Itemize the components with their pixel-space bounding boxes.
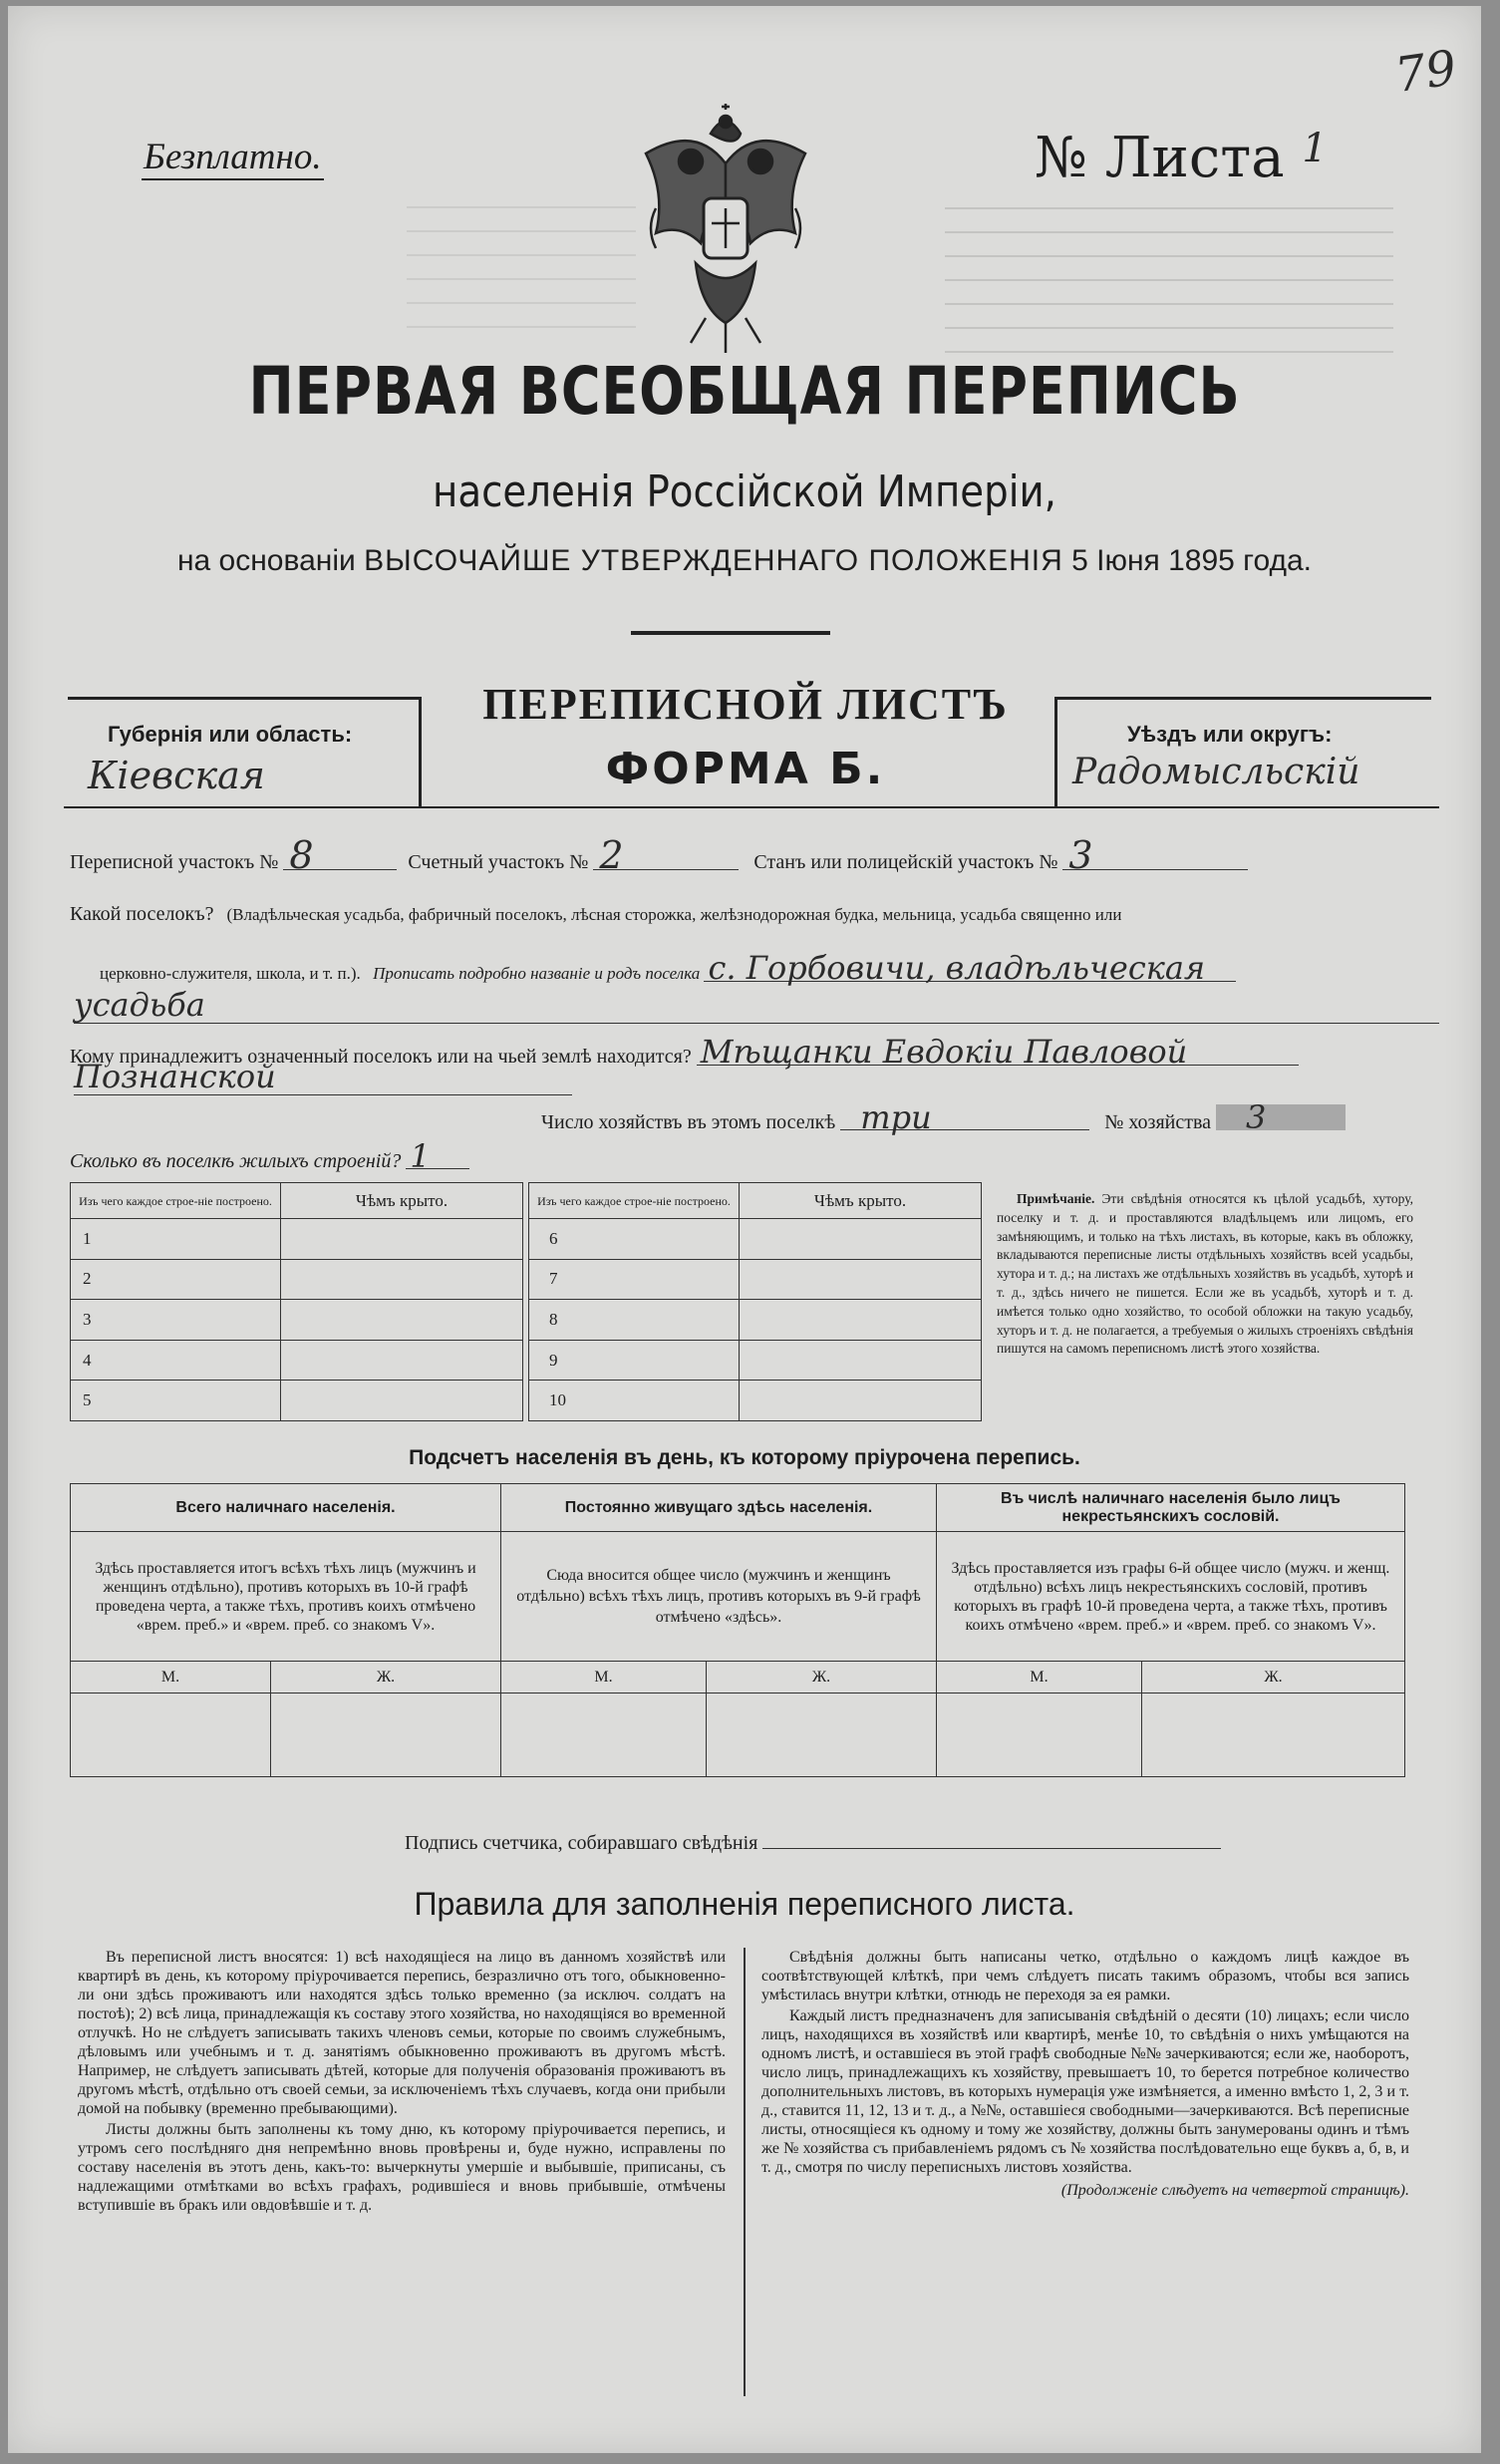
uchastok-label: Переписной участокъ № xyxy=(70,851,279,873)
uchastok-value: 8 xyxy=(283,841,397,870)
poselok-value-2: усадьба xyxy=(74,987,1439,1024)
poselok-hint: (Владѣльческая усадьба, фабричный поселокъ, лѣсная сторожка, желѣзнодорожная будка, мельница, усадьба священно или xyxy=(226,905,1122,924)
rules-column-divider xyxy=(744,1948,746,2396)
poselok-row-2 xyxy=(100,949,1445,987)
material-header: Изъ чего каждое строе-ніе построено. xyxy=(71,1183,281,1219)
buildings-row xyxy=(70,1137,469,1175)
basis-prefix: на основаніи xyxy=(176,544,356,577)
count-cell xyxy=(271,1694,501,1777)
basis-caps: ВЫСОЧАЙШЕ УТВЕРЖДЕННАГО ПОЛОЖЕНІЯ xyxy=(364,544,1063,577)
poselok-label: Какой поселокъ? xyxy=(70,903,214,925)
building-row-number: 1 xyxy=(71,1219,281,1260)
rules-left-paragraph-1: Въ переписной листъ вносятся: 1) всѣ находящіеся на лицо въ данномъ хозяйствѣ или квартирѣ въ день, къ которому пріурочивается перепись, безразлично отъ того, обыкновенно-ли они здѣсь проживаютъ или находятся здѣсь только временно (за исключ. солдатъ на постоѣ); 2) всѣ лица, принадлежащія къ составу этого хозяйства, но находящіяся во временной отлучкѣ. Но не слѣдуетъ записывать такихъ членовъ семьи, которые по своимъ служебнымъ, дѣловымъ или учебнымъ и т. д. занятіямъ обыкновенно проживаютъ въ другомъ мѣстѣ. Например, не слѣдуетъ записывать дѣтей, которые для полученія образованія проживаютъ въ другомъ мѣстѣ, отдѣльно отъ своей семьи, за исключеніемъ тѣхъ случаевъ, когда они прибыли домой на побывку (временно пребывающими). xyxy=(78,1949,726,2117)
bleed-through-text xyxy=(945,195,1393,375)
rules-right-column xyxy=(761,1948,1409,2200)
note-text: Эти свѣдѣнія относятся къ цѣлой усадьбѣ, хутору, поселку и т. д. и проставляются владѣльцемъ или лицомъ, его замѣняющимъ, и только на тѣхъ листахъ, въ которые, какъ въ обложку, вкладываются переписные листы отдѣльныхъ хозяйствъ всей усадьбы, хутора и т. д.; на листахъ же отдѣльныхъ хозяйствъ въ усадьбѣ, хуторѣ и т. д., здѣсь ничего не пишется. Если же въ усадьбѣ, хуторѣ и т. д. имѣется только одно хозяйство, то особой обложки на такую усадьбу, хуторъ и т. д. не полагается, а требуемыя о жилыхъ строеніяхъ свѣдѣнія пишутся на самомъ переписномъ листѣ этого хозяйства. xyxy=(997,1191,1413,1357)
census-subtitle: населенія Россійской Имперіи, xyxy=(433,466,1056,517)
male-header: М. xyxy=(501,1662,707,1694)
female-header: Ж. xyxy=(707,1662,937,1694)
basis-date: 5 Іюня 1895 года. xyxy=(1071,544,1313,577)
corner-number: 79 xyxy=(1391,40,1460,104)
sheet-number-value: 1 xyxy=(1302,126,1328,171)
buildings-table-left xyxy=(70,1182,523,1421)
female-header: Ж. xyxy=(1142,1662,1405,1694)
count-cell xyxy=(707,1694,937,1777)
uezd-box xyxy=(1054,697,1431,807)
form-type: ФОРМА Б. xyxy=(605,744,886,794)
building-row-number: 6 xyxy=(529,1219,740,1260)
roof-header: Чѣмъ крыто. xyxy=(281,1183,523,1219)
count-col1-head: Всего наличнаго населенія. xyxy=(71,1484,501,1532)
households-value: три xyxy=(840,1105,1089,1130)
poselok-value: с. Горбовичи, владѣльческая xyxy=(704,955,1236,982)
gubernia-value: Кіевская xyxy=(88,754,265,797)
roof-header: Чѣмъ крыто. xyxy=(740,1183,982,1219)
owner-label: Кому принадлежитъ означенный поселокъ или на чьей землѣ находится? xyxy=(70,1046,692,1068)
count-col3-head: Въ числѣ наличнаго населенія было лицъ некрестьянскихъ сословій. xyxy=(937,1484,1405,1532)
form-name: ПЕРЕПИСНОЙ ЛИСТЪ xyxy=(482,680,1009,729)
sheet-number-label: № Листа xyxy=(1035,126,1285,190)
female-header: Ж. xyxy=(271,1662,501,1694)
census-sheet xyxy=(8,6,1481,2453)
poselok-row xyxy=(70,903,1445,926)
count-col2-head: Постоянно живущаго здѣсь населенія. xyxy=(501,1484,937,1532)
buildings-note xyxy=(997,1190,1413,1359)
poselok-hint-italic: Прописать подробно названіе и родъ поселка xyxy=(373,964,701,983)
stan-value: 3 xyxy=(1062,841,1248,870)
rules-left-paragraph-2: Листы должны быть заполнены къ тому дню, къ которому пріурочивается перепись, и утромъ сего послѣдняго дня непремѣнно вновь провѣрены и, буде нужно, исправлены по составу населенія въ этотъ день, какъ-то: вычеркнуты умершіе и выбывшіе, приписаны, съ надлежащими отмѣтками во всѣхъ графахъ, родившіеся и вновь прибывшіе, отмѣчены вступившіе въ бракъ или овдовѣвшіе и т. д. xyxy=(78,2121,726,2214)
schetny-label: Счетный участокъ № xyxy=(408,851,589,873)
male-header: М. xyxy=(937,1662,1142,1694)
rules-right-paragraph-2: Каждый листъ предназначенъ для записыванія свѣдѣній о десяти (10) лицахъ; если число лицъ, находящихся въ хозяйствѣ или квартирѣ, менѣе 10, то свѣдѣнія о нихъ умѣщаются на одномъ листѣ, и оставшіеся въ этой графѣ свободные №№ зачеркиваются; если же, наоборотъ, число лицъ, принадлежащихъ къ хозяйству, превышаетъ 10, то берется потребное количество дополнительныхъ листовъ, въ которыхъ нумерація уже измѣняется, а именно вмѣсто 1, 2, 3 и т. д., ставится 11, 12, 13 и т. д., а №№, оставшіеся свободными—зачеркиваются. Всѣ переписные листы, относящіеся къ одному и тому же хозяйству, должны быть занумерованы одинъ и тѣмъ же № хозяйства съ прибавленіемъ рядомъ съ № хозяйства послѣдовательно еще буквъ а, б, в, и т. д., смотря по числу переписныхъ листовъ хозяйства. xyxy=(761,2007,1409,2176)
poselok-hint-2: церковно-служителя, школа, и т. п.). xyxy=(100,964,361,983)
households-row xyxy=(541,1098,1438,1136)
population-count-table xyxy=(70,1483,1405,1777)
header-rule xyxy=(64,806,1439,808)
title-divider xyxy=(631,631,830,635)
household-no-label: № хозяйства xyxy=(1104,1111,1212,1133)
schetny-value: 2 xyxy=(593,841,739,870)
sheet-number xyxy=(1035,126,1328,190)
gubernia-box xyxy=(68,697,422,807)
building-row-number: 8 xyxy=(529,1300,740,1341)
rules-left-column xyxy=(78,1948,726,2217)
building-row-number: 9 xyxy=(529,1340,740,1381)
uezd-value: Радомысльскій xyxy=(1072,752,1360,792)
gubernia-label: Губернія или область: xyxy=(108,722,353,747)
rules-continued: (Продолженіе слѣдуетъ на четвертой страницѣ). xyxy=(1060,2182,1409,2199)
building-row-number: 7 xyxy=(529,1259,740,1300)
building-row-number: 4 xyxy=(71,1340,281,1381)
free-label: Безплатно. xyxy=(142,136,324,180)
material-header: Изъ чего каждое строе-ніе построено. xyxy=(529,1183,740,1219)
count-cell xyxy=(1142,1694,1405,1777)
count-cell xyxy=(937,1694,1142,1777)
bleed-through-text xyxy=(407,200,636,350)
signature-label: Подпись счетчика, собиравшаго свѣдѣнія xyxy=(405,1832,758,1854)
rules-right-paragraph-1: Свѣдѣнія должны быть написаны четко, отдѣльно о каждомъ лицѣ каждое въ соотвѣтствующей клѣткѣ, при чемъ слѣдуетъ писать такимъ образомъ, чтобы вся запись умѣстилась внутри клѣтки, отнюдь не переходя за ея рамки. xyxy=(761,1949,1409,2003)
building-row-number: 2 xyxy=(71,1259,281,1300)
uezd-label: Уѣздъ или округъ: xyxy=(1127,722,1333,747)
stan-label: Станъ или полицейскій участокъ № xyxy=(753,851,1058,873)
count-heading: Подсчетъ населенія въ день, къ которому пріурочена перепись. xyxy=(409,1446,1080,1469)
household-no-value: 3 xyxy=(1216,1104,1346,1130)
buildings-table-right xyxy=(528,1182,982,1421)
male-header: М. xyxy=(71,1662,271,1694)
count-col3-text: Здѣсь проставляется изъ графы 6-й общее число (мужч. и женщ. отдѣльно) всѣхъ лицъ некрестьянскихъ сословій, противъ которыхъ въ графѣ 10-й проведена черта, а также тѣхъ, противъ коихъ отмѣчено «врем. преб.» и «врем. преб. со знакомъ V». xyxy=(937,1532,1405,1662)
census-basis xyxy=(8,544,1481,578)
building-row-number: 10 xyxy=(529,1381,740,1421)
owner-value-2: Познанской xyxy=(74,1059,572,1095)
count-col2-text: Сюда вносится общее число (мужчинъ и женщинъ отдѣльно) всѣхъ тѣхъ лицъ, противъ которыхъ въ 9-й графѣ отмѣчено «здѣсь». xyxy=(501,1532,937,1662)
buildings-value: 1 xyxy=(406,1144,469,1169)
count-cell xyxy=(71,1694,271,1777)
coat-of-arms-icon xyxy=(636,104,815,358)
buildings-label: Сколько въ поселкѣ жилыхъ строеній? xyxy=(70,1150,402,1172)
owner-value: Мѣщанки Евдокіи Павловой xyxy=(697,1039,1299,1066)
building-row-number: 5 xyxy=(71,1381,281,1421)
signature-row xyxy=(405,1830,1221,1855)
rules-heading: Правила для заполненія переписного листа. xyxy=(414,1886,1075,1922)
census-title: ПЕРВАЯ ВСЕОБЩАЯ ПЕРЕПИСЬ xyxy=(248,353,1241,430)
uchastok-row xyxy=(70,833,1445,881)
count-cell xyxy=(501,1694,707,1777)
signature-line xyxy=(762,1830,1221,1849)
building-row-number: 3 xyxy=(71,1300,281,1341)
count-col1-text: Здѣсь проставляется итогъ всѣхъ тѣхъ лицъ (мужчинъ и женщинъ отдѣльно), противъ которыхъ въ 10-й графѣ проведена черта, а также тѣхъ, противъ коихъ отмѣчено «врем. преб.» и «врем. преб. со знакомъ V». xyxy=(71,1532,501,1662)
note-lead: Примѣчаніе. xyxy=(1017,1191,1095,1206)
households-label: Число хозяйствъ въ этомъ поселкѣ xyxy=(541,1111,836,1133)
